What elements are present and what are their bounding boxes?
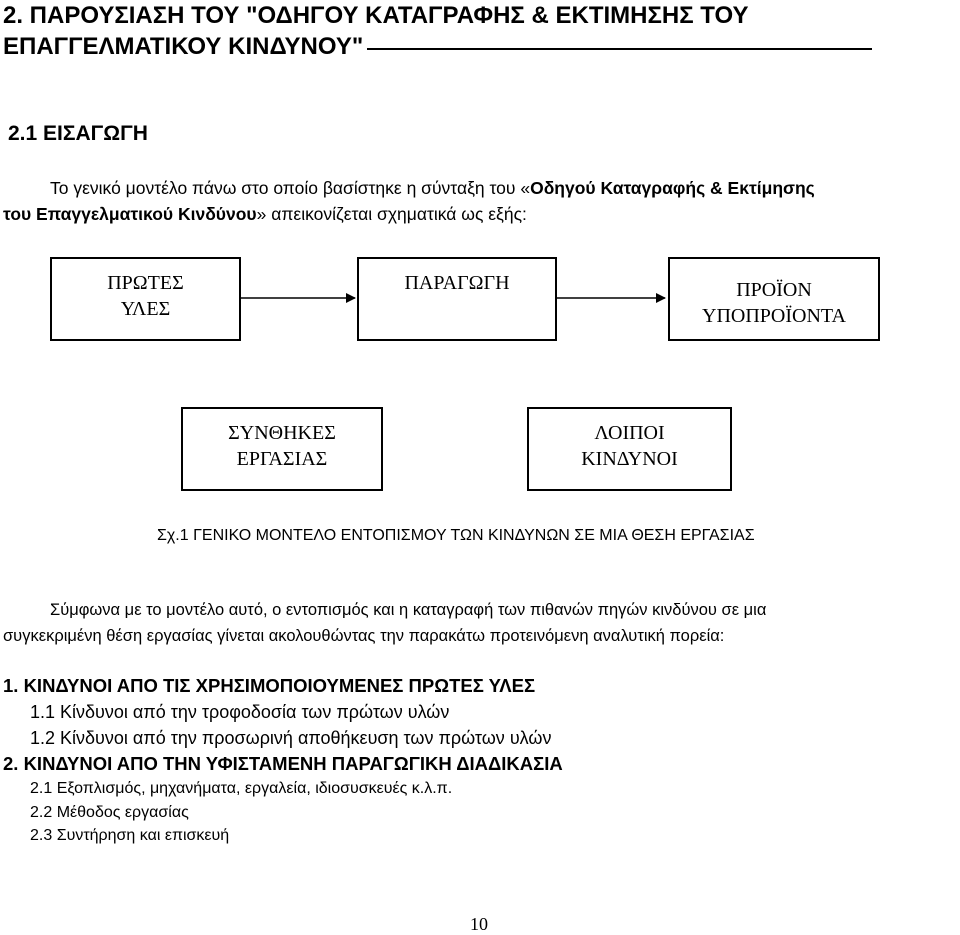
outline-item-1-1: 1.1 Κίνδυνοι από την τροφοδοσία των πρώτων υλών	[30, 702, 450, 722]
box-product	[668, 257, 880, 341]
outline-item-2-2: 2.2 Μέθοδος εργασίας	[30, 804, 189, 821]
page-number: 10	[470, 914, 488, 934]
other-risks-line2: ΚΙΝΔΥΝΟΙ	[581, 448, 678, 470]
body-line2: συγκεκριμένη θέση εργασίας γίνεται ακολουθώντας την παρακάτω προτεινόμενη αναλυτική πορεία:	[3, 627, 725, 645]
production-line1: ΠΑΡΑΓΩΓΗ	[404, 272, 510, 294]
conditions-line1: ΣΥΝΘΗΚΕΣ	[228, 422, 336, 444]
box-raw-materials	[50, 257, 241, 341]
intro-bold-1: Οδηγού Καταγραφής & Εκτίμησης	[530, 178, 815, 198]
body-line1: Σύμφωνα με το μοντέλο αυτό, ο εντοπισμός και η καταγραφή των πιθανών πηγών κινδύνου σε μια	[50, 601, 767, 619]
product-line2: ΥΠΟΠΡΟΪΟΝΤΑ	[702, 305, 846, 327]
other-risks-line1: ΛΟΙΠΟΙ	[594, 422, 665, 444]
outline-item-2-3: 2.3 Συντήρηση και επισκευή	[30, 827, 230, 844]
outline-item-1-2: 1.2 Κίνδυνοι από την προσωρινή αποθήκευση των πρώτων υλών	[30, 728, 552, 748]
outline-item-2-text: 2. ΚΙΝΔΥΝΟΙ ΑΠΟ ΤΗΝ ΥΦΙΣΤΑΜΕΝΗ ΠΑΡΑΓΩΓΙΚΗ ΔΙΑΔΙΚΑΣΙΑ	[3, 753, 563, 774]
outline-item-2	[3, 753, 563, 775]
heading-line1-text: 2. ΠΑΡΟΥΣΙΑΣΗ ΤΟΥ "ΟΔΗΓΟΥ ΚΑΤΑΓΡΑΦΗΣ & ΕΚΤΙΜΗΣΗΣ ΤΟΥ	[3, 2, 749, 29]
intro-bold-2: του Επαγγελματικού Κινδύνου	[3, 204, 257, 224]
box-working-conditions	[181, 407, 383, 491]
conditions-line2: ΕΡΓΑΣΙΑΣ	[236, 448, 328, 470]
raw-materials-line1: ΠΡΩΤΕΣ	[107, 272, 184, 294]
outline-item-1: 1. ΚΙΝΔΥΝΟΙ ΑΠΟ ΤΙΣ ΧΡΗΣΙΜΟΠΟΙΟΥΜΕΝΕΣ ΠΡΩΤΕΣ ΥΛΕΣ	[3, 675, 536, 696]
heading-line2-text: ΕΠΑΓΓΕΛΜΑΤΙΚΟΥ ΚΙΝΔΥΝΟΥ"	[3, 33, 364, 60]
outline-item-2-1: 2.1 Εξοπλισμός, μηχανήματα, εργαλεία, ιδιοσυσκευές κ.λ.π.	[30, 780, 453, 797]
product-line1: ΠΡΟΪΟΝ	[736, 279, 812, 301]
raw-materials-line2: ΥΛΕΣ	[120, 298, 171, 320]
box-other-risks	[527, 407, 732, 491]
intro-text-2: » απεικονίζεται σχηματικά ως εξής:	[256, 204, 527, 224]
intro-text-1: Το γενικό μοντέλο πάνω στο οποίο βασίστηκε η σύνταξη του «	[50, 178, 531, 198]
box-production	[357, 257, 557, 341]
figure-caption: Σχ.1 ΓΕΝΙΚΟ ΜΟΝΤΕΛΟ ΕΝΤΟΠΙΣΜΟΥ ΤΩΝ ΚΙΝΔΥΝΩΝ ΣΕ ΜΙΑ ΘΕΣΗ ΕΡΓΑΣΙΑΣ	[157, 527, 755, 544]
section-title: 2.1 ΕΙΣΑΓΩΓΗ	[8, 122, 148, 145]
